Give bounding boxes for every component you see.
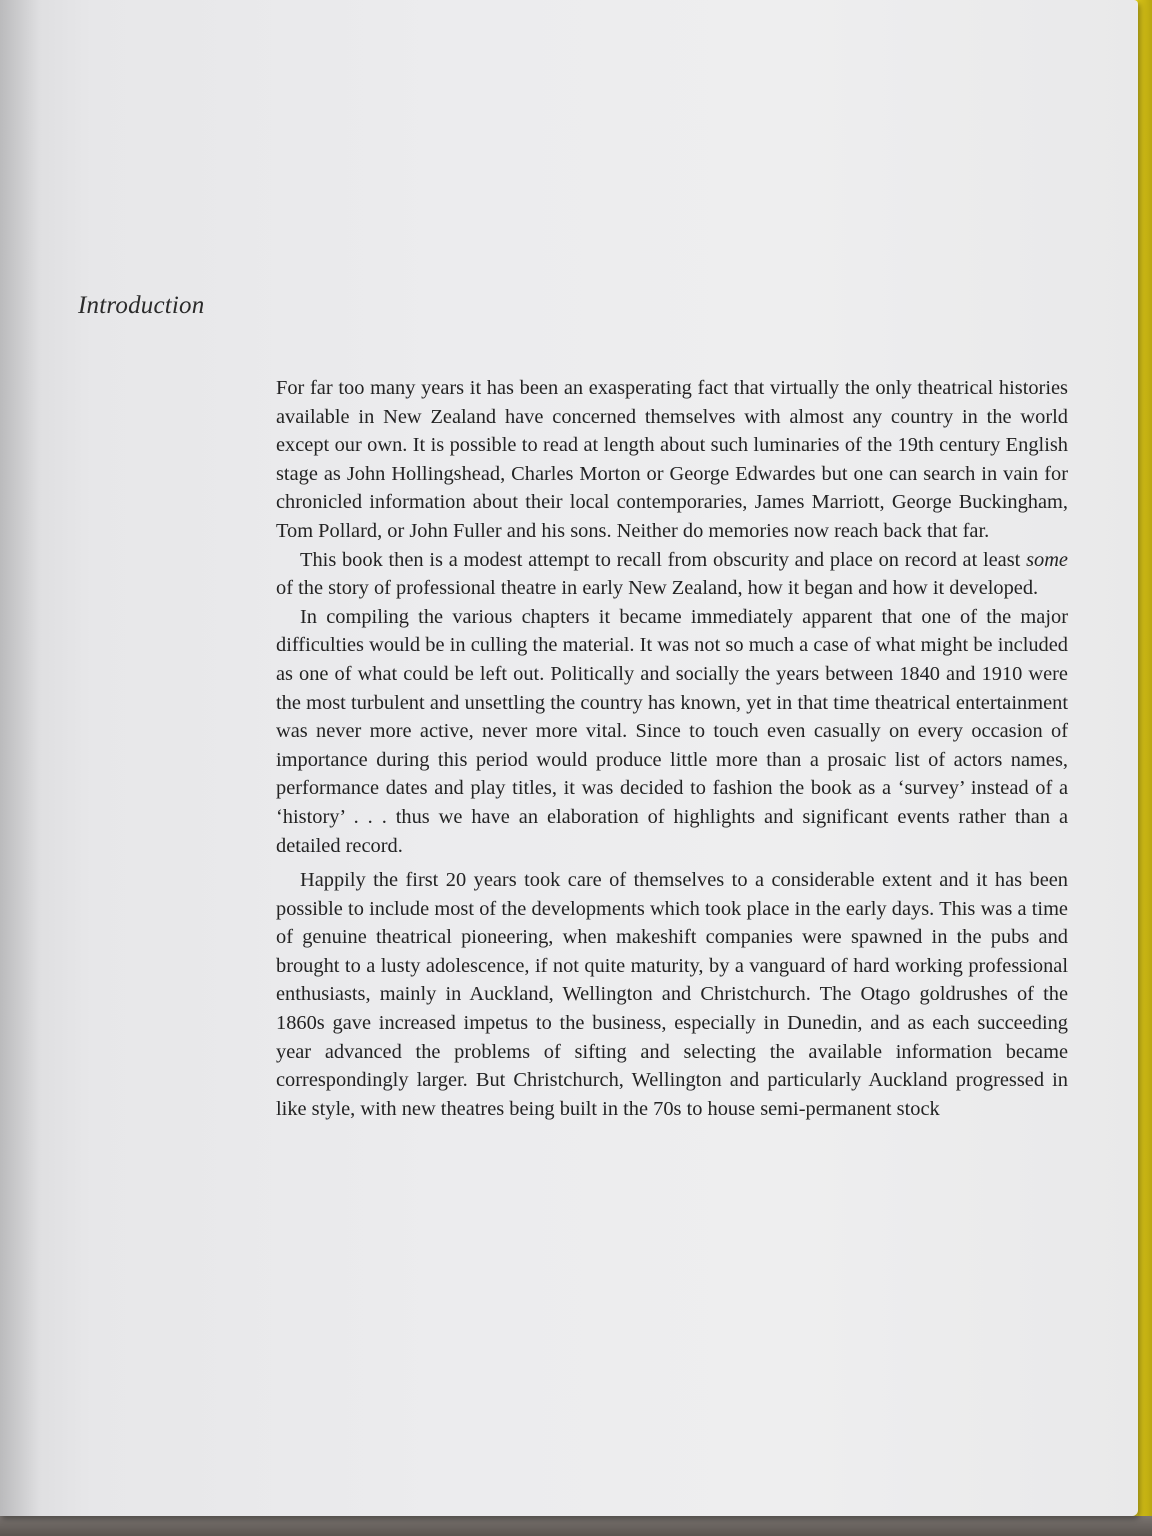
page-body-text <box>276 374 1068 1123</box>
paragraph-4: Happily the first 20 years took care of themselves to a considerable extent and it has been possible to include most of the developments which took place in the early days. This was a time of genuine theatrical pioneering, when makeshift companies were spawned in the pubs and brought to a lusty adolescence, if not quite maturity, by a vanguard of hard working professional enthusiasts, mainly in Auckland, Wellington and Christchurch. The Otago goldrushes of the 1860s gave increased impetus to the business, especially in Dunedin, and as each succeeding year advanced the problems of sifting and selecting the available information became correspondingly larger. But Christchurch, Wellington and particularly Auckland progressed in like style, with new theatres being built in the 70s to house semi-permanent stock <box>276 869 1068 1120</box>
paragraph-1: For far too many years it has been an exasperating fact that virtually the only theatrical histories available in New Zealand have concerned themselves with almost any country in the world except our own. It is possible to read at length about such luminaries of the 19th century English stage as John Hollingshead, Charles Morton or George Edwardes but one can search in vain for chronicled information about their local contemporaries, James Marriott, George Buckingham, Tom Pollard, or John Fuller and his sons. Neither do memories now reach back that far. <box>276 377 1068 542</box>
paragraph-2-end: of the story of professional theatre in early New Zealand, how it began and how it developed. <box>276 577 1039 600</box>
chapter-heading: Introduction <box>78 292 205 319</box>
cover-edge <box>1138 0 1152 1536</box>
page-gutter-shadow <box>0 0 40 1516</box>
table-surface <box>0 1516 1152 1536</box>
paragraph-2-start: This book then is a modest attempt to recall from obscurity and place on record at least <box>300 548 1027 571</box>
paragraph-2 <box>276 546 1068 603</box>
paragraph-3: In compiling the various chapters it became immediately apparent that one of the major difficulties would be in culling the material. It was not so much a case of what might be included as one of what could be left out. Politically and socially the years between 1840 and 1910 were the most turbulent and unsettling the country has known, yet in that time theatrical entertainment was never more active, never more vital. Since to touch even casually on every occasion of importance during this period would produce little more than a prosaic list of actors names, performance dates and play titles, it was decided to fashion the book as a ‘survey’ instead of a ‘history’ . . . thus we have an elaboration of highlights and significant events rather than a detailed record. <box>276 605 1068 857</box>
paragraph-2-emphasis: some <box>1026 548 1068 571</box>
